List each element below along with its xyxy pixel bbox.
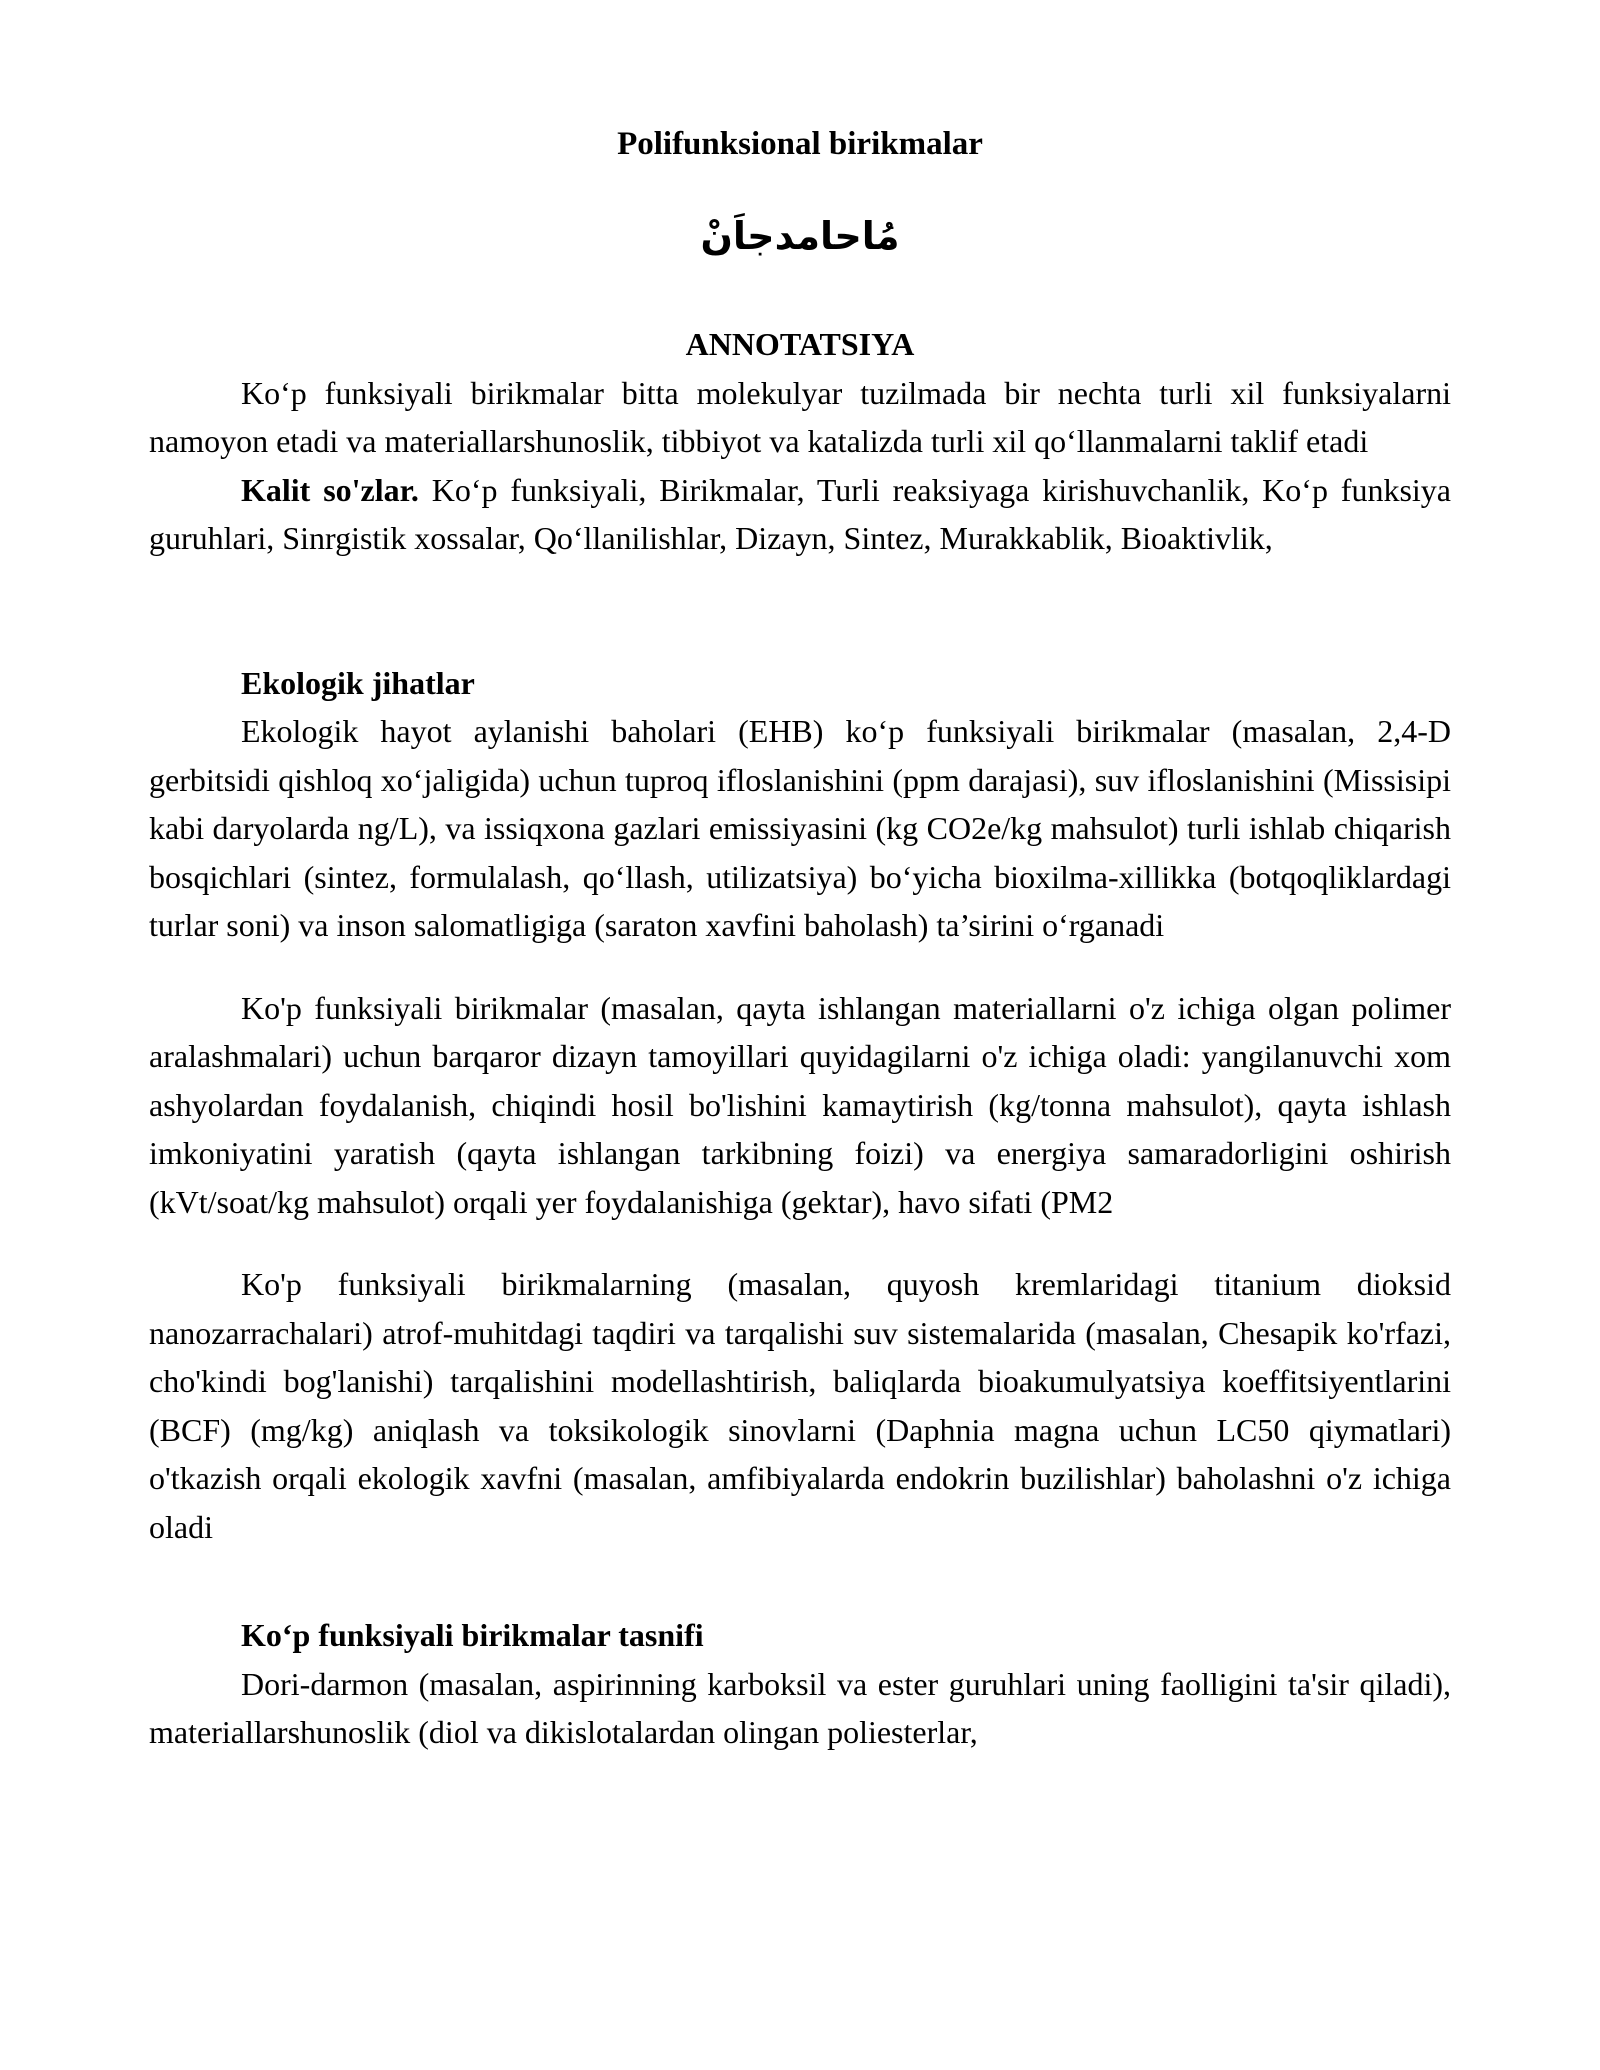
keywords-label: Kalit so'zlar. [241,471,419,508]
keywords-text: Ko‘p funksiyali, Birikmalar, Turli reaksiyaga kirishuvchanlik, Ko‘p funksiya guruhlari, Sinrgistik xossalar, Qo‘llanilishlar, Dizayn, Sintez, Murakkablik, Bioaktivlik, [149,471,1451,556]
section-heading-ekologik: Ekologik jihatlar [241,664,475,701]
keywords-paragraph [149,466,1451,563]
tasnifi-paragraph-1: Dori-darmon (masalan, aspirinning karboksil va ester guruhlari uning faolligini ta'sir qiladi), materiallarshunoslik (diol va dikislotalardan olingan poliesterlar, [149,1665,1451,1750]
document-page [149,120,1451,1757]
annotation-heading: ANNOTATSIYA [685,326,915,362]
document-title: Polifunksional birikmalar [617,126,983,162]
ekologik-paragraph-2: Ko'p funksiyali birikmalar (masalan, qayta ishlangan materiallarni o'z ichiga olgan polimer aralashmalari) uchun barqaror dizayn tamoyillari quyidagilarni o'z ichiga oladi: yangilanuvchi xom ashyolardan foydalanish, chiqindi hosil bo'lishini kamaytirish (kg/tonna mahsulot), qayta ishlash imkoniyatini yaratish (qayta ishlangan tarkibning foizi) va energiya samaradorligini oshirish (kVt/soat/kg mahsulot) orqali yer foydalanishiga (gektar), havo sifati (PM2 [149,989,1451,1220]
author-name-arabic: مُاحامدجاَنْ [700,214,900,258]
ekologik-paragraph-3: Ko'p funksiyali birikmalarning (masalan, quyosh kremlaridagi titanium dioksid nanozarrachalari) atrof-muhitdagi taqdiri va tarqalishi suv sistemalarida (masalan, Chesapik ko'rfazi, cho'kindi bog'lanishi) tarqalishini modellashtirish, baliqlarda bioakumulyatsiya koeffitsiyentlarini (BCF) (mg/kg) aniqlash va toksikologik sinovlarni (Daphnia magna uchun LC50 qiymatlari) o'tkazish orqali ekologik xavfni (masalan, amfibiyalarda endokrin buzilishlar) baholashni o'z ichiga oladi [149,1266,1451,1545]
section-heading-tasnifi: Ko‘p funksiyali birikmalar tasnifi [241,1617,704,1653]
ekologik-paragraph-1: Ekologik hayot aylanishi baholari (EHB) ko‘p funksiyali birikmalar (masalan, 2,4-D gerbitsidi qishloq xo‘jaligida) uchun tuproq ifloslanishini (ppm darajasi), suv ifloslanishini (Missisipi kabi daryolarda ng/L), va issiqxona gazlari emissiyasini (kg CO2e/kg mahsulot) turli ishlab chiqarish bosqichlari (sintez, formulalash, qo‘llash, utilizatsiya) bo‘yicha bioxilma-xillikka (botqoqliklardagi turlar soni) va inson salomatligiga (saraton xavfini baholash) ta’sirini o‘rganadi [149,713,1451,943]
annotation-text: Ko‘p funksiyali birikmalar bitta molekulyar tuzilmada bir nechta turli xil funksiyalarni namoyon etadi va materiallarshunoslik, tibbiyot va katalizda turli xil qo‘llanmalarni taklif etadi [149,374,1451,459]
